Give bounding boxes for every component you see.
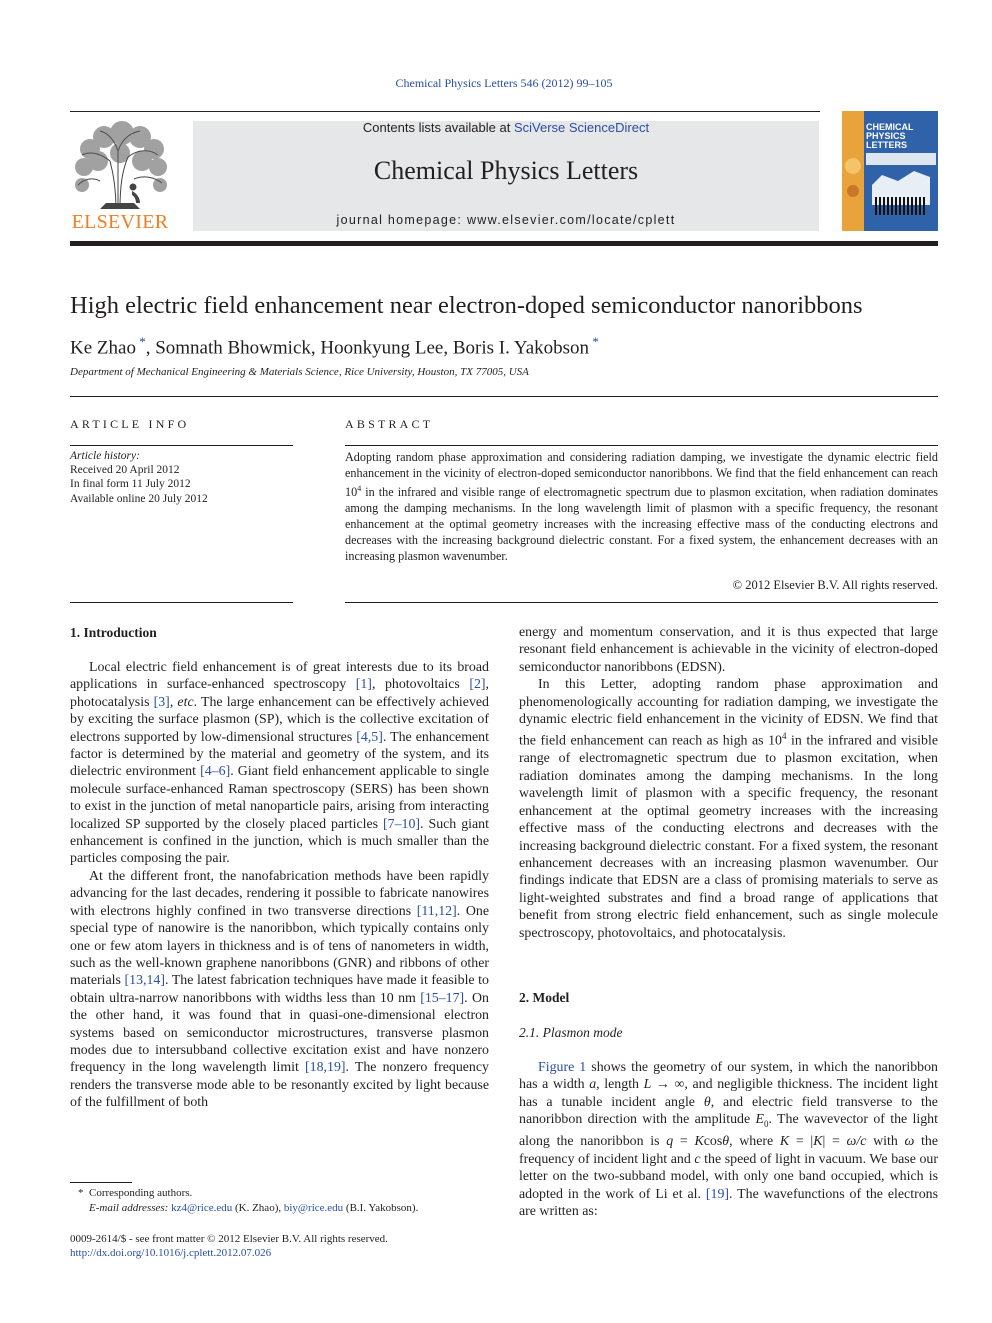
email-zhao-name: (K. Zhao),: [234, 1201, 282, 1214]
text-run: K: [779, 1134, 790, 1150]
abstract-rule-bottom: [345, 602, 938, 603]
footnote: [70, 1186, 490, 1215]
affiliation: Department of Mechanical Engineering & Materials Science, Rice University, Houston, TX 77005, USA: [70, 366, 529, 378]
issn-line: 0009-2614/$ - see front matter © 2012 Elsevier B.V. All rights reserved.: [70, 1233, 388, 1245]
citation-link[interactable]: [4–6]: [200, 764, 231, 780]
header-thick-rule: [70, 241, 938, 246]
corresponding-author-mark[interactable]: *: [135, 334, 146, 349]
text-run: the frequency of incident light and: [519, 1134, 938, 1167]
text-run: → ∞, and negligible thickness. The incident light has a tunable incident angle: [519, 1077, 938, 1110]
intro-paragraph-2: [70, 868, 489, 1112]
email-label: E-mail addresses:: [89, 1201, 169, 1214]
history-received: Received 20 April 2012: [70, 464, 180, 477]
citation-link[interactable]: [11,12]: [416, 903, 457, 919]
text-run: , photovoltaics: [371, 677, 470, 693]
text-run: cos: [703, 1134, 723, 1150]
author-separator: ,: [310, 337, 321, 359]
abstract-heading: ABSTRACT: [345, 417, 434, 431]
homepage-prefix: journal homepage:: [336, 213, 467, 227]
text-run: , photocatalysis: [70, 677, 489, 710]
text-run: etc: [177, 694, 194, 710]
email-yakobson-name: (B.I. Yakobson).: [345, 1201, 419, 1214]
author-separator: ,: [443, 337, 453, 359]
citation-link[interactable]: [7–10]: [383, 816, 421, 832]
text-run: q: [666, 1134, 674, 1150]
text-run: . The latest fabrication techniques have made it feasible to obtain ultra-narrow nanoribbons with widths less than 10 nm: [70, 973, 489, 1006]
article-info-rule-top: [70, 445, 293, 446]
citation-link[interactable]: [15–17]: [420, 990, 465, 1006]
right-column-top: [519, 624, 938, 942]
text-run: with: [866, 1134, 905, 1150]
text-run: . The wavevector of the light along the nanoribbon is: [519, 1112, 938, 1150]
homepage-link[interactable]: www.elsevier.com/locate/cplett: [466, 213, 676, 227]
text-run: = |: [789, 1134, 814, 1150]
plasmon-mode-heading: 2.1. Plasmon mode: [519, 1025, 623, 1040]
text-run: 4: [782, 731, 787, 742]
text-run: c: [694, 1151, 701, 1167]
model-heading: 2. Model: [519, 990, 570, 1005]
corresponding-author-mark[interactable]: *: [589, 334, 599, 349]
footnote-corresponding: [70, 1186, 490, 1201]
article-history: [70, 449, 300, 506]
citation-link[interactable]: [2]: [469, 677, 486, 693]
journal-title: Chemical Physics Letters: [373, 156, 639, 185]
intro-paragraph-1: [70, 659, 489, 868]
footnote-rule: [70, 1182, 132, 1183]
text-run: . The nonzero frequency renders the transverse mode able to be resonantly excited by light because of the fulfillment of both: [70, 1060, 489, 1111]
email-zhao-link[interactable]: kz4@rice.edu: [171, 1201, 233, 1214]
author-name: Hoonkyung Lee: [320, 337, 444, 359]
text-run: θ: [703, 1094, 711, 1110]
text-run: . The large enhancement can be effectively achieved by exciting the surface plasmon (SP), which is the collective excitation of electrons supported by low-dimensional structures: [70, 694, 489, 745]
text-run: , where: [729, 1134, 780, 1150]
abstract-copyright: © 2012 Elsevier B.V. All rights reserved.: [732, 578, 938, 592]
text-run: =: [673, 1134, 695, 1150]
citation-link[interactable]: [4,5]: [356, 729, 383, 745]
citation-link[interactable]: [1]: [355, 677, 372, 693]
article-title: High electric field enhancement near electron-doped semiconductor nanoribbons: [70, 292, 863, 319]
author-name: Somnath Bhowmick: [155, 337, 311, 359]
text-run: θ: [722, 1134, 730, 1150]
text-run: the speed of light in vacuum. We base our letter on the two-subband model, with only one band occupied, which is adopted in the work of Li et al.: [519, 1151, 938, 1202]
article-info-rule-bottom: [70, 602, 293, 603]
elsevier-wordmark: ELSEVIER: [71, 211, 169, 233]
citation-link[interactable]: [19]: [705, 1186, 730, 1202]
citation-link[interactable]: [3]: [153, 694, 170, 710]
text-run: , and electric field transverse to the nanoribbon direction with the amplitude: [519, 1094, 938, 1128]
text-run: , length: [596, 1077, 644, 1093]
text-run: E: [755, 1112, 764, 1128]
abstract-text: [345, 449, 938, 564]
bottom-info: [70, 1232, 490, 1260]
author-name: Ke Zhao: [70, 337, 136, 359]
footnote-mark: *: [78, 1187, 84, 1199]
history-label: Article history:: [70, 450, 140, 462]
history-online: Available online 20 July 2012: [70, 492, 208, 505]
abstract-part-1: Adopting random phase approximation and considering radiation damping, we investigate the dynamic electric field enhancement in the vicinity of electron-doped semiconductor nanoribbons. We find that the field enhancement can reach 10: [345, 450, 938, 500]
journal-reference[interactable]: Chemical Physics Letters 546 (2012) 99–105: [395, 76, 613, 90]
abstract-rule-top: [345, 445, 938, 446]
author-list: [70, 334, 770, 359]
journal-homepage: [193, 213, 819, 227]
text-run: ,: [169, 694, 178, 710]
author-name: Boris I. Yakobson: [452, 337, 590, 359]
text-run: a: [589, 1077, 597, 1093]
text-run: ω: [904, 1134, 915, 1150]
text-run: . The wavefunctions of the electrons are written as:: [519, 1186, 938, 1220]
email-yakobson-link[interactable]: biy@rice.edu: [283, 1201, 344, 1214]
text-run: energy and momentum conservation, and it is thus expected that large resonant field enhancement is achievable in the vicinity of electron-doped semiconductor nanoribbons (EDSN).: [519, 625, 938, 675]
sciencedirect-link[interactable]: SciVerse ScienceDirect: [513, 120, 650, 135]
header-rule: [70, 111, 820, 112]
abstract-superscript: 4: [357, 484, 362, 493]
citation-link[interactable]: [13,14]: [124, 973, 166, 989]
intro-paragraph-3: [519, 624, 938, 676]
text-run: shows the geometry of our system, in which the nanoribbon has a width: [519, 1060, 938, 1093]
text-run: . One special type of nanowire is the nanoribbon, which typically contains only one or few atom layers in thickness and is of tens of nanometers in width, such as the well-known graphene nanoribbons (GNR) and ribbons of other materials: [70, 903, 490, 989]
text-run: 0: [764, 1119, 769, 1129]
text-run: | =: [822, 1134, 847, 1150]
history-final-form: In final form 11 July 2012: [70, 478, 191, 491]
right-column-bottom: [519, 1059, 938, 1220]
doi-link[interactable]: http://dx.doi.org/10.1016/j.cplett.2012.07.026: [70, 1247, 272, 1259]
text-run: Local electric field enhancement is of great interests due to its broad applications in surface-enhanced spectroscopy: [70, 660, 489, 693]
intro-paragraph-4: [519, 676, 938, 942]
left-column: [70, 659, 489, 1112]
contents-line: [193, 121, 819, 135]
text-run: L: [643, 1077, 652, 1093]
text-run: At the different front, the nanofabrication methods have been rapidly advancing for the last decades, rendering it possible to fabricate nanowires with electrons highly confined in two transverse directions: [70, 868, 489, 919]
abstract-part-2: in the infrared and visible range of electromagnetic spectrum due to plasmon excitation, when radiation dominates among the damping mechanisms. In the long wavelength limit of plasmon with a specific frequency, the resonant enhancement at the optimal geometry increases with the increasing effective mass of the conducting electrons and decreases with the increasing background dielectric constant. For a fixed system, the enhancement decreases with an increasing plasmon wavenumber.: [345, 485, 938, 564]
text-run: . On the other hand, it was found that in quasi-one-dimensional electron systems based on semiconductor microstructures, transverse plasmon modes due to intersubband collective excitation exist and have nonzero frequency in the long wavelength limit: [70, 990, 489, 1076]
journal-cover[interactable]: [842, 111, 938, 231]
text-run: K: [694, 1134, 704, 1150]
text-run: . The enhancement factor is determined by the material and geometry of the system, and its dielectric environment: [70, 729, 489, 780]
citation-link[interactable]: Figure 1: [538, 1060, 587, 1075]
author-separator: ,: [145, 337, 156, 359]
contents-prefix: Contents lists available at: [362, 120, 514, 135]
text-run: . Giant field enhancement applicable to single molecule surface-enhanced Raman spectroscopy (SERS) has been shown to exist in the junction of metal nanoparticle pairs, arising from interacting localized SP supported by the closely placed particles: [70, 764, 489, 832]
citation-link[interactable]: [18,19]: [305, 1060, 346, 1076]
text-run: . Such giant enhancement is confined in the junction, which is much smaller than the particles composing the pair.: [70, 816, 489, 867]
cover-title: CHEMICAL PHYSICS LETTERS: [866, 122, 914, 150]
text-run: In this Letter, adopting random phase approximation and phenomenologically accounting for radiation damping, we investigate the dynamic electric field enhancement in the vicinity of EDSN. We find that the field enhancement can reach as high as 10: [519, 677, 938, 750]
article-info-heading: ARTICLE INFO: [70, 417, 190, 431]
title-rule: [70, 396, 938, 397]
footnote-corresponding-text: Corresponding authors.: [89, 1187, 193, 1199]
introduction-heading: 1. Introduction: [70, 625, 157, 640]
text-run: in the infrared and visible range of electromagnetic spectrum due to plasmon excitation, when radiation dominates among the damping mechanisms. In the long wavelength limit of plasmon with a specific frequency, the resonant enhancement at the optimal geometry increases with the increasing effective mass of the conducting electrons and decreases with the increasing background dielectric constant. For a fixed system, the resonant enhancement decreases with an increasing plasmon wavenumber. Our findings indicate that EDSN are a class of promising materials to serve as light-weighted substrates and find a broad range of applications that benefit from strong electric field enhancement, such as single molecule spectroscopy, photovoltaics, and photocatalysis.: [519, 734, 938, 941]
text-run: K: [813, 1134, 823, 1150]
model-paragraph-1: [519, 1059, 938, 1220]
footnote-emails: [70, 1201, 490, 1216]
text-run: ω/c: [846, 1134, 867, 1150]
